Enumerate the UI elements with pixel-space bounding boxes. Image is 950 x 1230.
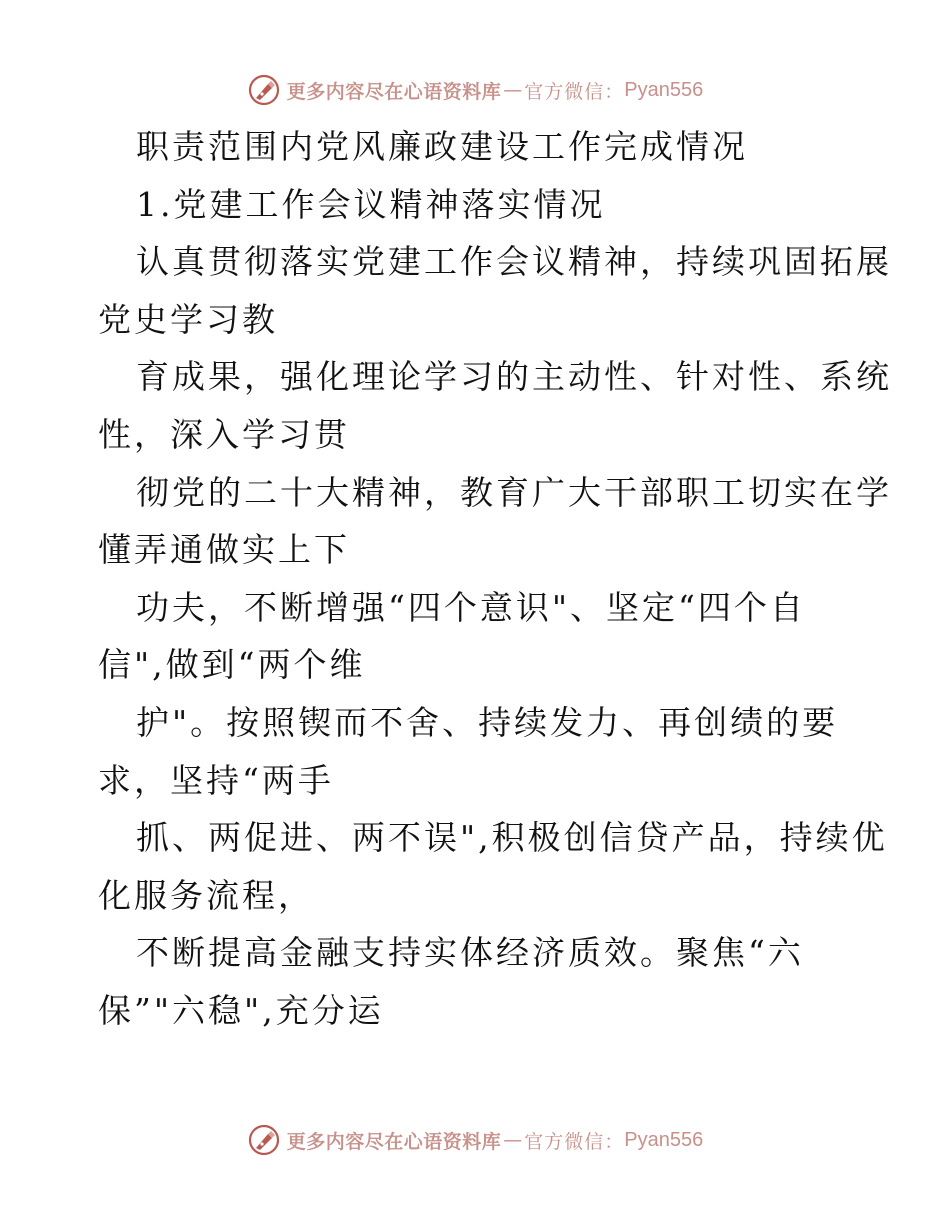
paragraph-line: 功夫，不断增强“四个意识"、坚定“四个自	[136, 587, 806, 627]
watermark-wechat-label: 官方微信：	[524, 1130, 625, 1153]
paragraph-line: 信",做到“两个维	[98, 645, 366, 685]
watermark-site-text: 更多内容尽在心语资料库	[286, 1130, 502, 1153]
paragraph-line: 抓、两促进、两不误",积极创信贷产品，持续优	[136, 818, 888, 858]
section-heading: 职责范围内党风廉政建设工作完成情况	[136, 127, 748, 166]
watermark-dash: —	[503, 1129, 523, 1151]
paragraph-line: 党史学习教	[98, 299, 278, 339]
watermark-wechat-id: Pyan556	[624, 1128, 704, 1151]
paragraph-line: 不断提高金融支持实体经济质效。聚焦“六	[136, 933, 804, 973]
watermark-wechat-label: 官方微信：	[524, 80, 625, 103]
paragraph-line: 求，坚持“两手	[98, 760, 334, 800]
document-body	[98, 118, 892, 1040]
pen-nib-logo-icon	[247, 73, 281, 107]
watermark-site-text: 更多内容尽在心语资料库	[286, 80, 502, 103]
paragraph-line: 保”"六稳",充分运	[98, 990, 384, 1030]
watermark-banner-top	[0, 72, 950, 108]
watermark-wechat-id: Pyan556	[624, 78, 704, 101]
subsection-heading: 1.党建工作会议精神落实情况	[136, 184, 606, 224]
paragraph-line: 彻党的二十大精神，教育广大干部职工切实在学	[136, 472, 892, 512]
paragraph-line: 认真贯彻落实党建工作会议精神，持续巩固拓展	[136, 242, 892, 282]
watermark-banner-bottom	[0, 1122, 950, 1158]
watermark-dash: —	[503, 79, 523, 101]
paragraph-line: 懂弄通做实上下	[98, 530, 350, 570]
paragraph-line: 性，深入学习贯	[98, 414, 350, 454]
paragraph-line: 化服务流程，	[98, 875, 314, 915]
paragraph-line: 育成果，强化理论学习的主动性、针对性、系统	[136, 357, 892, 397]
paragraph-line: 护"。按照锲而不舍、持续发力、再创绩的要	[136, 702, 839, 742]
pen-nib-logo-icon	[247, 1123, 281, 1157]
